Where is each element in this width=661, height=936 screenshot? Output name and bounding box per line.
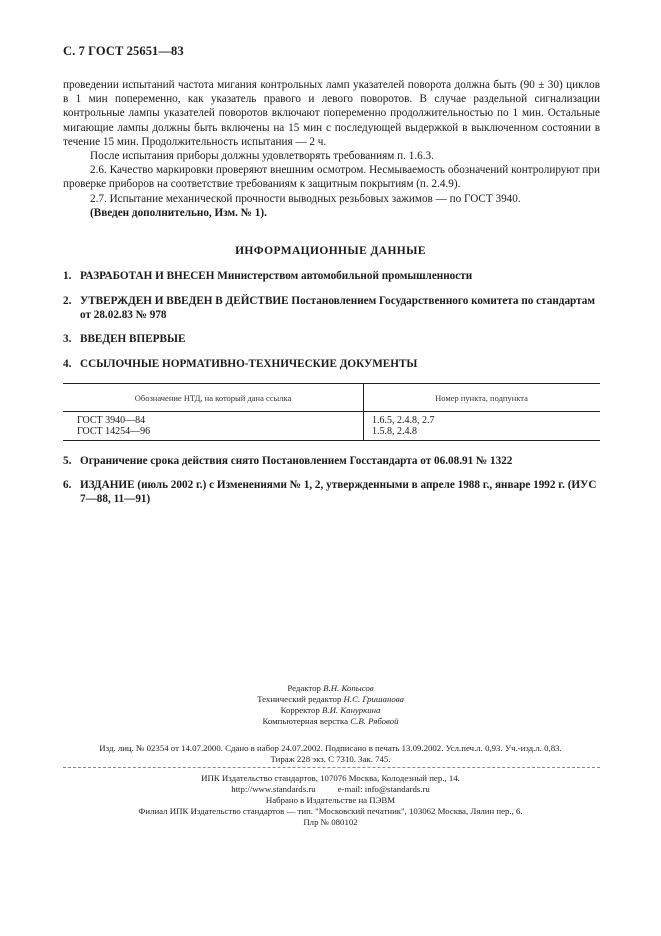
- website-link: http://www.standards.ru: [231, 784, 316, 794]
- name: Н.С. Гришанова: [343, 694, 404, 704]
- table-cell: 1.5.8, 2.4.8: [372, 426, 417, 437]
- table-header: Номер пункта, подпункта: [435, 393, 528, 403]
- imprint-line: Плр № 080102: [303, 817, 358, 827]
- imprint-line: ИПК Издательство стандартов, 107076 Москва, Колодезный пер., 14.: [201, 773, 460, 783]
- imprint-line: Набрано в Издательстве на ПЭВМ: [265, 795, 396, 805]
- table-rule: [63, 383, 600, 384]
- reference-table: [63, 383, 600, 441]
- email-link: e-mail: info@standards.ru: [337, 784, 430, 794]
- imprint-line: Тираж 228 экз. С 7310. Зак. 745.: [270, 754, 391, 764]
- amendment-note: (Введен дополнительно, Изм. № 1).: [90, 206, 267, 219]
- item-text: ВВЕДЕН ВПЕРВЫЕ: [80, 333, 186, 345]
- name: В.Н. Копысов: [323, 683, 374, 693]
- item-text: ИЗДАНИЕ (июль 2002 г.) с Изменениями № 1, 2, утвержденными в апреле 1988 г., январе 1992 г. (ИУС 7—88, 11—91): [80, 479, 597, 505]
- section-title: ИНФОРМАЦИОННЫЕ ДАННЫЕ: [235, 245, 426, 257]
- table-header: Обозначение НТД, на который дана ссылка: [134, 393, 292, 403]
- item-number: 1.: [63, 270, 72, 282]
- info-item-3: [63, 332, 603, 346]
- label: Корректор: [280, 705, 320, 715]
- imprint-layout: [0, 716, 661, 727]
- info-item-5: [63, 454, 603, 468]
- info-item-2: [63, 294, 603, 322]
- item-text: Ограничение срока действия снято Постановлением Госстандарта от 06.08.91 № 1322: [80, 455, 513, 467]
- table-cell: ГОСТ 14254—96: [77, 426, 151, 437]
- table-cell: ГОСТ 3940—84: [77, 415, 146, 426]
- imprint-line: Филиал ИПК Издательство стандартов — тип. "Московский печатник", 103062 Москва, Лялин пер., 6.: [138, 806, 523, 816]
- label: Компьютерная верстка: [262, 716, 349, 726]
- label: Редактор: [287, 683, 321, 693]
- item-number: 4.: [63, 358, 72, 370]
- item-number: 2.: [63, 295, 72, 307]
- paragraph: проведении испытаний частота мигания контрольных ламп указателей поворота должна быть (90 ± 30) циклов в 1 мин попеременно, как указатель правого и левого поворотов. В случае раздельной сигнализации контрольные лампы указателей поворотов включают попеременно продолжительностью по 1 мин. Остальные мигающие лампы должны быть включены на 15 мин с последующей выдержкой в выключенном состоянии в течение 15 мин. Продолжительность испытания — 2 ч.: [63, 79, 600, 148]
- body-text: [63, 78, 600, 220]
- table-cell: 1.6.5, 2.4.8, 2.7: [372, 415, 435, 426]
- item-text: ССЫЛОЧНЫЕ НОРМАТИВНО-ТЕХНИЧЕСКИЕ ДОКУМЕНТЫ: [80, 358, 418, 370]
- info-item-1: [63, 269, 603, 283]
- item-text: УТВЕРЖДЕН И ВВЕДЕН В ДЕЙСТВИЕ Постановлением Государственного комитета по стандартам от 28.02.83 № 978: [80, 295, 595, 321]
- item-number: 5.: [63, 455, 72, 467]
- imprint-editor: [0, 683, 661, 694]
- table-rule: [63, 411, 600, 412]
- divider: [63, 767, 600, 768]
- name: С.В. Рябовой: [350, 716, 399, 726]
- item-number: 3.: [63, 333, 72, 345]
- info-item-4: [63, 357, 603, 371]
- item-text: РАЗРАБОТАН И ВНЕСЕН Министерством автомобильной промышленности: [80, 270, 473, 282]
- imprint-contacts: [0, 784, 661, 795]
- name: В.И. Кануркина: [322, 705, 381, 715]
- imprint-tech-editor: [0, 694, 661, 705]
- table-rule: [63, 440, 600, 441]
- paragraph-2-6: 2.6. Качество маркировки проверяют внешним осмотром. Несмываемость обозначений контролируют при проверке приборов на соответствие требованиям к защитным покрытиям (п. 2.4.9).: [63, 164, 600, 191]
- info-item-6: [63, 478, 603, 506]
- imprint-line: Изд. лиц. № 02354 от 14.07.2000. Сдано в набор 24.07.2002. Подписано в печать 13.09.2002. Усл.печ.л. 0,93. Уч.-изд.л. 0,83.: [99, 743, 562, 753]
- item-number: 6.: [63, 479, 72, 491]
- label: Технический редактор: [257, 694, 342, 704]
- table-divider: [363, 383, 364, 441]
- paragraph-2-7: 2.7. Испытание механической прочности выводных резьбовых зажимов — по ГОСТ 3940.: [90, 192, 521, 205]
- imprint-corrector: [0, 705, 661, 716]
- paragraph: После испытания приборы должны удовлетворять требованиям п. 1.6.3.: [90, 150, 434, 163]
- page-header: С. 7 ГОСТ 25651—83: [63, 44, 184, 58]
